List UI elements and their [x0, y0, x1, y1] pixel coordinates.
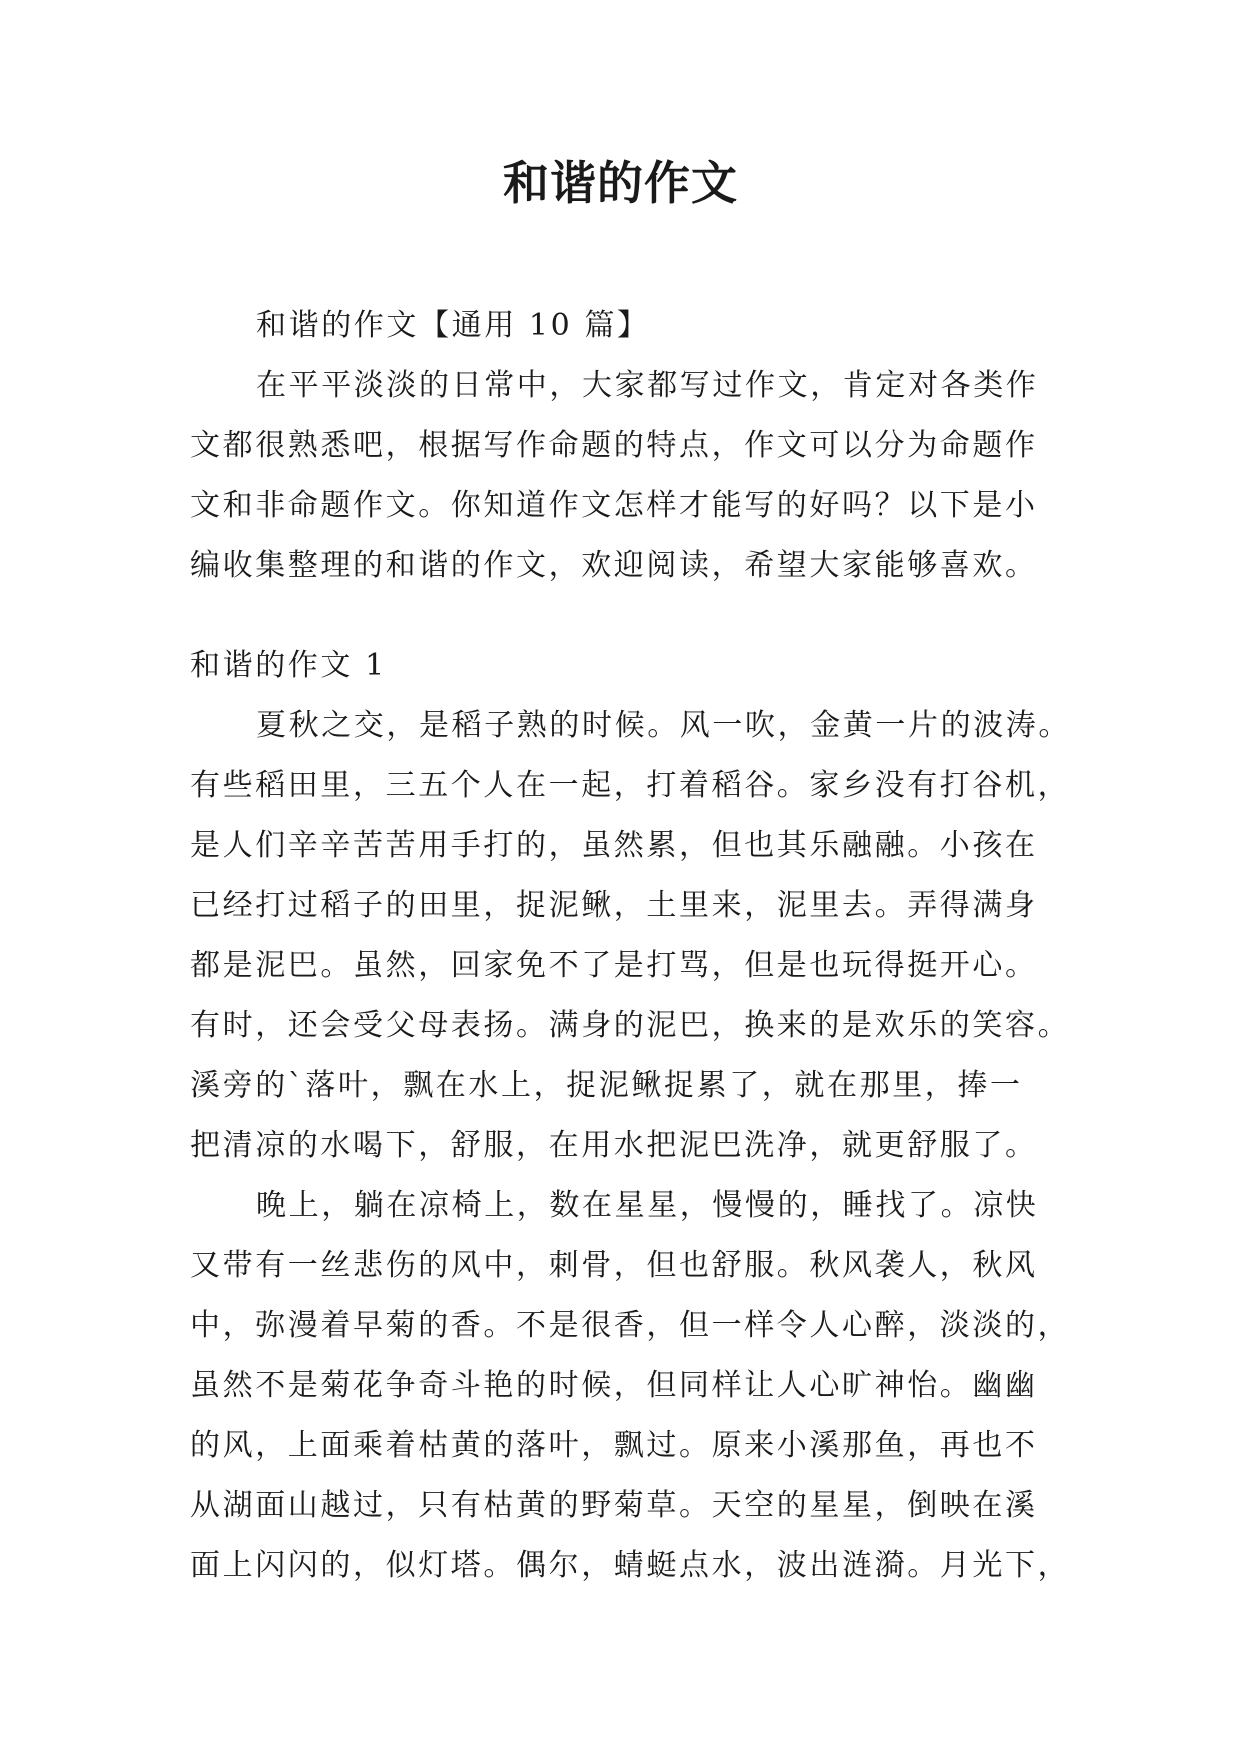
- essay-paragraph-line: 是人们辛辛苦苦用手打的，虽然累，但也其乐融融。小孩在: [190, 828, 1038, 863]
- intro-line: 在平平淡淡的日常中，大家都写过作文，肯定对各类作: [256, 368, 1039, 403]
- essay-paragraph-line: 夏秋之交，是稻子熟的时候。风一吹，金黄一片的波涛。: [256, 708, 1071, 743]
- essay-paragraph-line: 有时，还会受父母表扬。满身的泥巴，换来的是欢乐的笑容。: [190, 1008, 1071, 1043]
- essay-paragraph-line: 把清凉的水喝下，舒服，在用水把泥巴洗净，就更舒服了。: [190, 1128, 1038, 1163]
- essay-paragraph-line: 溪旁的`落叶，飘在水上，捉泥鳅捉累了，就在那里，捧一: [190, 1068, 1023, 1103]
- essay-paragraph-line: 的风，上面乘着枯黄的落叶，飘过。原来小溪那鱼，再也不: [190, 1428, 1038, 1463]
- intro-line: 文都很熟悉吧，根据写作命题的特点，作文可以分为命题作: [190, 428, 1038, 463]
- document-title: 和谐的作文: [503, 156, 738, 210]
- essay-paragraph-line: 中，弥漫着早菊的香。不是很香，但一样令人心醉，淡淡的，: [190, 1308, 1071, 1343]
- essay-paragraph-line: 面上闪闪的，似灯塔。偶尔，蜻蜓点水，波出涟漪。月光下，: [190, 1548, 1071, 1583]
- intro-subtitle: 和谐的作文【通用 10 篇】: [256, 308, 650, 343]
- essay-1-section: [190, 636, 1071, 1596]
- essay-paragraph-line: 从湖面山越过，只有枯黄的野菊草。天空的星星，倒映在溪: [190, 1488, 1038, 1523]
- intro-line: 文和非命题作文。你知道作文怎样才能写的好吗？以下是小: [190, 488, 1038, 523]
- essay-paragraph-line: 晚上，躺在凉椅上，数在星星，慢慢的，睡找了。凉快: [256, 1188, 1039, 1223]
- essay-paragraph-line: 虽然不是菊花争奇斗艳的时候，但同样让人心旷神怡。幽幽: [190, 1368, 1038, 1403]
- essay-paragraph-line: 已经打过稻子的田里，捉泥鳅，土里来，泥里去。弄得满身: [190, 888, 1038, 923]
- essay-paragraph-line: 又带有一丝悲伤的风中，刺骨，但也舒服。秋风袭人，秋风: [190, 1248, 1038, 1283]
- essay-paragraph-line: 都是泥巴。虽然，回家免不了是打骂，但是也玩得挺开心。: [190, 948, 1038, 983]
- essay-heading: 和谐的作文 1: [190, 648, 387, 683]
- intro-line: 编收集整理的和谐的作文，欢迎阅读，希望大家能够喜欢。: [190, 548, 1038, 583]
- essay-paragraph-line: 有些稻田里，三五个人在一起，打着稻谷。家乡没有打谷机，: [190, 768, 1071, 803]
- intro-section: [190, 296, 1062, 596]
